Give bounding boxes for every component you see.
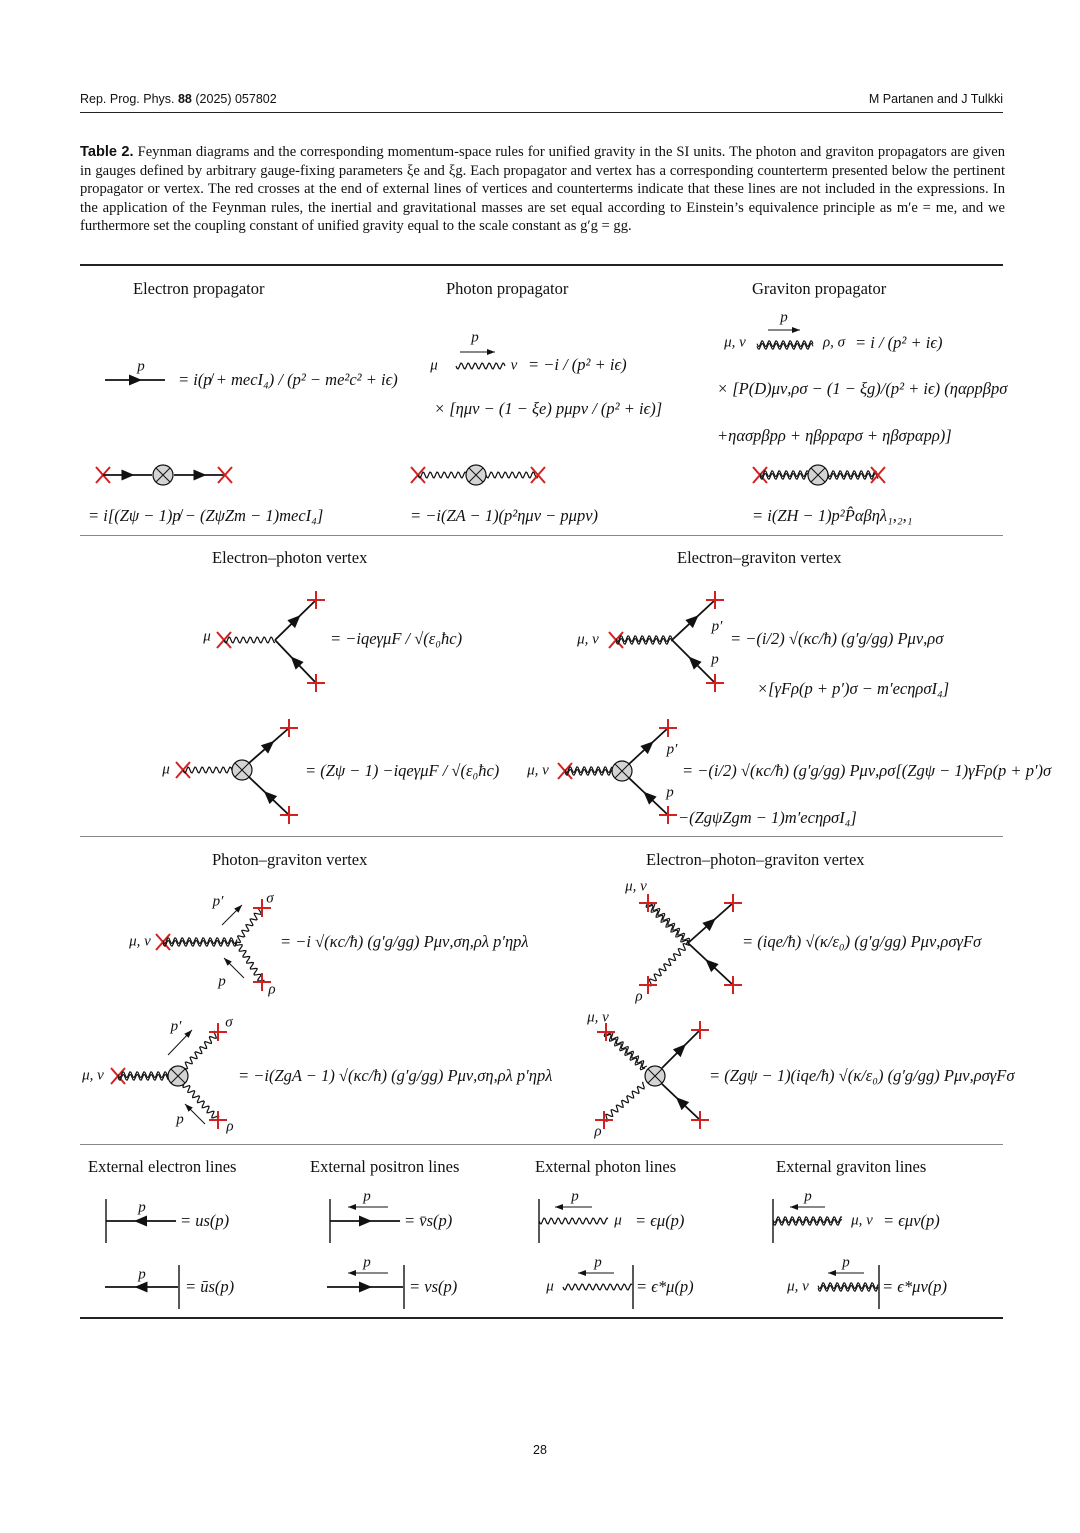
red-cross-icon (209, 1023, 227, 1041)
running-header-authors: M Partanen and J Tulkki (868, 92, 1003, 106)
label-p: p (363, 1188, 371, 1205)
momentum-arrow-icon (790, 1204, 798, 1210)
graviton-double-wavy-line (818, 1283, 878, 1289)
arrowhead-icon (134, 1216, 147, 1227)
label-mu: μ (430, 357, 438, 374)
label-p: p (804, 1188, 812, 1205)
label-p: p (711, 651, 719, 668)
external-positron-incoming: = v̄s(p) (404, 1211, 453, 1230)
label-munu: μ, ν (724, 334, 746, 351)
photon-graviton-vertex-counterterm: = −i(ZgA − 1) √(κc/ħ) (g′g/gg) Pμν,ση,ρλ p′ηpλ (238, 1066, 553, 1085)
label-munu: μ, ν (851, 1212, 873, 1229)
label-p: p (571, 1188, 579, 1205)
label-mu: μ (614, 1212, 622, 1229)
electron-photon-graviton-vertex-counterterm: = (Zgψ − 1)(iqe/ħ) √(κ/ε₀) (g′g/gg) Pμν,ρσγFσ (709, 1066, 1015, 1085)
external-electron-outgoing: = ūs(p) (185, 1277, 235, 1296)
photon-wavy-line (418, 472, 466, 478)
journal-volume: 88 (177, 92, 192, 106)
label-pprime: p′ (666, 741, 678, 758)
graviton-propagator-rule-bracket: × [P(D)μν,ρσ − (1 − ξg)/(p² + iϵ) (ηαρpβpσ (717, 379, 1008, 398)
graviton-propagator-rule: = i / (p² + iϵ) (855, 333, 943, 352)
graviton-double-wavy-line (646, 904, 688, 945)
momentum-arrow-icon (792, 327, 800, 333)
label-mu: μ (203, 628, 211, 645)
electron-graviton-vertex-counterterm-continued: −(ZgψZgm − 1)m′ecηρσI₄] (678, 808, 857, 827)
label-rho: ρ (268, 981, 276, 998)
section-title-graviton-propagator: Graviton propagator (752, 279, 887, 298)
label-munu: μ, ν (625, 878, 647, 895)
section-title-external-positron: External positron lines (310, 1157, 460, 1176)
external-photon-incoming: = ϵμ(p) (635, 1211, 685, 1230)
page-number: 28 (533, 1443, 547, 1457)
section-title-external-photon: External photon lines (535, 1157, 677, 1176)
red-cross-icon (531, 467, 545, 483)
photon-graviton-vertex-rule: = −i √(κc/ħ) (g′g/gg) Pμν,ση,ρλ p′ηpλ (280, 932, 529, 951)
electron-photon-vertex-counterterm: = (Zψ − 1) −iqeγμF / √(ε₀ħc) (305, 761, 500, 780)
label-rhosigma: ρ, σ (822, 334, 846, 351)
graviton-double-wavy-line (648, 902, 690, 943)
momentum-arrow-icon (578, 1270, 586, 1276)
label-p: p (218, 973, 226, 990)
label-p: p (363, 1254, 371, 1271)
label-munu: μ, ν (527, 762, 549, 779)
electron-graviton-vertex-counterterm: = −(i/2) √(κc/ħ) (g′g/gg) Pμν,ρσ[(Zgψ − 1)γFρ(p + p′)σ (682, 761, 1052, 780)
section-title-photon-graviton-vertex: Photon–graviton vertex (212, 850, 368, 869)
table-label: Table 2. (80, 144, 134, 160)
momentum-arrow-icon (487, 349, 495, 355)
momentum-arrow-icon (828, 1270, 836, 1276)
label-p: p (138, 1266, 146, 1283)
label-p: p (594, 1254, 602, 1271)
section-title-electron-propagator: Electron propagator (133, 279, 265, 298)
label-munu: μ, ν (577, 631, 599, 648)
electron-photon-vertex-rule: = −iqeγμF / √(ε₀ħc) (330, 629, 463, 648)
section-title-external-electron: External electron lines (88, 1157, 237, 1176)
photon-propagator-counterterm: = −i(ZA − 1)(p²ημν − pμpν) (410, 506, 599, 525)
graviton-propagator-counterterm: = i(ZH − 1)p²P̂αβηλ₁,₂,₁ (752, 506, 913, 525)
photon-wavy-line (648, 944, 690, 986)
label-p: p (666, 784, 674, 801)
external-graviton-incoming: = ϵμν(p) (883, 1211, 940, 1230)
label-sigma: σ (266, 890, 274, 907)
section-title-external-graviton: External graviton lines (776, 1157, 927, 1176)
arrowhead-icon (359, 1216, 372, 1227)
section-title-electron-photon-vertex: Electron–photon vertex (212, 548, 368, 567)
label-pprime: p′ (170, 1018, 182, 1035)
label-sigma: σ (225, 1014, 233, 1031)
electron-propagator-counterterm: = i[(Zψ − 1)p̸ − (ZψZm − 1)mecI₄] (88, 506, 324, 525)
label-mu: μ (162, 761, 170, 778)
label-p: p (471, 329, 479, 346)
label-rho: ρ (594, 1123, 602, 1140)
arrowhead-icon (359, 1282, 372, 1293)
electron-graviton-vertex-rule: = −(i/2) √(κc/ħ) (g′g/gg) Pμν,ρσ (730, 629, 944, 648)
arrowhead-icon (129, 375, 142, 386)
photon-wavy-line (486, 472, 538, 478)
label-p: p (176, 1111, 184, 1128)
label-munu: μ, ν (129, 933, 151, 950)
label-pprime: p′ (212, 893, 224, 910)
journal-name: Rep. Prog. Phys. (80, 92, 175, 106)
photon-wavy-line (183, 767, 232, 773)
label-munu: μ, ν (82, 1067, 104, 1084)
label-mu: μ (546, 1278, 554, 1295)
photon-wavy-line (236, 942, 265, 981)
caption-text: Feynman diagrams and the corresponding momentum-space rules for unified gravity in the SI units. The photon and graviton propagators are given in gauges defined by arbitrary gauge-fixing parameters ξe and ξg. Each propagator and vertex has a corresponding counterterm presented below the pertinent propagator or vertex. The red crosses at the end of external lines of vertices and counterterms indicate that these lines are not included in the expressions. In the application of the Feynman rules, the inertial and gravitational masses are set equal according to Einstein’s equivalence principle as m′e = me, and we furthermore set the coupling constant of unified gravity equal to the scale constant as g′g = gg. (80, 144, 1006, 235)
photon-wavy-line (456, 363, 505, 369)
graviton-propagator-rule-continued: +ηασpβpρ + ηβρpαpσ + ηβσpαpρ)] (717, 426, 952, 445)
momentum-arrow-icon (348, 1270, 356, 1276)
photon-wavy-line (224, 637, 275, 643)
section-title-electron-graviton-vertex: Electron–graviton vertex (677, 548, 842, 567)
photon-wavy-line (183, 1084, 219, 1121)
external-positron-outgoing: = vs(p) (409, 1277, 458, 1296)
external-photon-outgoing: = ϵ*μ(p) (636, 1277, 694, 1296)
label-p: p (780, 309, 788, 326)
label-rho: ρ (635, 988, 643, 1005)
section-title-photon-propagator: Photon propagator (446, 279, 569, 298)
photon-wavy-line (237, 908, 262, 943)
section-title-electron-photon-graviton-vertex: Electron–photon–graviton vertex (646, 850, 865, 869)
photon-wavy-line (184, 1031, 219, 1069)
photon-wavy-line (604, 1082, 644, 1121)
label-rho: ρ (226, 1118, 234, 1135)
arrowhead-icon (122, 470, 135, 481)
photon-propagator-rule-bracket: × [ημν − (1 − ξe) pμpν / (p² + iϵ)] (434, 399, 663, 418)
red-cross-icon (639, 894, 657, 912)
label-p: p (137, 358, 145, 375)
photon-wavy-line (539, 1218, 608, 1224)
momentum-arrow-icon (348, 1204, 356, 1210)
label-nu: ν (510, 357, 518, 374)
photon-propagator-rule: = −i / (p² + iϵ) (528, 355, 627, 374)
label-munu: μ, ν (787, 1278, 809, 1295)
label-p: p (138, 1199, 146, 1216)
year-article: (2025) 057802 (195, 92, 277, 106)
external-graviton-outgoing: = ϵ*μν(p) (882, 1277, 948, 1296)
graviton-double-wavy-line (604, 1033, 645, 1070)
external-electron-incoming: = us(p) (180, 1211, 230, 1230)
label-p: p (842, 1254, 850, 1271)
photon-wavy-line (563, 1284, 632, 1290)
label-pprime: p′ (711, 618, 723, 635)
electron-graviton-vertex-rule-bracket: ×[γFρ(p + p′)σ − m′ecηρσI₄] (757, 679, 950, 698)
red-cross-icon (209, 1111, 227, 1129)
momentum-arrow-icon (555, 1204, 563, 1210)
arrowhead-icon (194, 470, 207, 481)
electron-propagator-rule: = i(p̸ + mecI₄) / (p² − me²c² + iϵ) (178, 370, 398, 389)
electron-photon-graviton-vertex-rule: = (iqe/ħ) √(κ/ε₀) (g′g/gg) Pμν,ρσγFσ (742, 932, 982, 951)
label-munu: μ, ν (587, 1009, 609, 1026)
